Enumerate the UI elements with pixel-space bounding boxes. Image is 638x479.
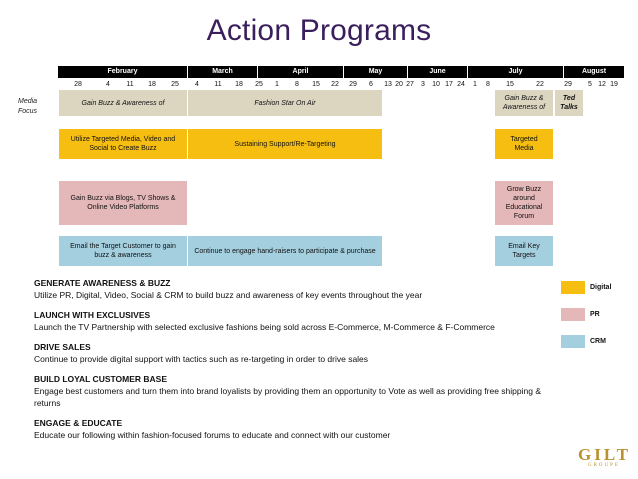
day-tick-label: 5 — [588, 81, 592, 88]
day-tick-label: 22 — [331, 81, 339, 88]
section-heading: ENGAGE & EDUCATE — [34, 418, 123, 428]
section-body: Educate our following within fashion-focused forums to educate and connect with our customer — [34, 430, 391, 440]
grow-buzz-line2: around — [513, 195, 535, 202]
month-header-bar — [58, 66, 624, 78]
block-pr-buzz: Gain Buzz via Blogs, TV Shows & Online Video Platforms — [59, 181, 187, 225]
program-sections — [34, 278, 564, 450]
day-tick-label: 13 — [384, 81, 392, 88]
section-exclusives — [34, 310, 564, 333]
section-drive-sales — [34, 342, 564, 365]
day-tick-label: 4 — [195, 81, 199, 88]
day-tick-label: 10 — [432, 81, 440, 88]
media-focus-line2: Focus — [18, 108, 38, 115]
legend-swatch-pr — [561, 308, 585, 321]
section-loyal-base — [34, 374, 564, 409]
day-tick-label: 28 — [74, 81, 82, 88]
legend-swatch-crm — [561, 335, 585, 348]
block-sustaining: Sustaining Support/Re-Targeting — [188, 129, 382, 159]
media-focus-label — [18, 97, 37, 117]
section-body: Continue to provide digital support with tactics such as re-targeting in order to drive sales — [34, 354, 369, 364]
legend-label-digital: Digital — [590, 284, 612, 291]
day-tick-label: 18 — [148, 81, 156, 88]
day-tick-label: 25 — [255, 81, 263, 88]
block-buzz-awareness: Gain Buzz & Awareness of — [59, 90, 187, 116]
july-buzz-line1: Gain Buzz & — [504, 95, 544, 102]
targeted-media-line2: Media — [514, 145, 534, 152]
gilt-logo — [578, 447, 630, 469]
month-april: April — [258, 66, 344, 78]
block-email-key — [495, 236, 553, 266]
ted-line2: Talks — [560, 104, 578, 111]
month-june: June — [408, 66, 468, 78]
day-tick-label: 22 — [536, 81, 544, 88]
day-tick-label: 27 — [406, 81, 414, 88]
day-tick-label: 11 — [126, 81, 134, 88]
day-tick-label: 24 — [457, 81, 465, 88]
legend-label-crm: CRM — [590, 338, 606, 345]
day-tick-label: 15 — [506, 81, 514, 88]
month-march: March — [188, 66, 258, 78]
day-tick-label: 6 — [369, 81, 373, 88]
section-body: Utilize PR, Digital, Video, Social & CRM to build buzz and awareness of key events throughout the year — [34, 290, 423, 300]
grow-buzz-line1: Grow Buzz — [506, 186, 542, 193]
day-tick-label: 4 — [106, 81, 110, 88]
day-tick-label: 1 — [473, 81, 477, 88]
day-tick-label: 20 — [395, 81, 403, 88]
section-heading: DRIVE SALES — [34, 342, 91, 352]
day-tick-label: 1 — [275, 81, 279, 88]
month-august: August — [581, 68, 607, 75]
section-engage — [34, 418, 564, 441]
month-february: February — [58, 66, 188, 78]
email-key-line1: Email Key — [508, 243, 540, 250]
block-july-buzz — [495, 90, 553, 116]
logo-main-text: GILT — [578, 445, 631, 464]
day-tick-label: 8 — [295, 81, 299, 88]
section-body: Engage best customers and turn them into brand loyalists by providing them an opportunity to Vote as well as providing free shipping & returns — [34, 386, 541, 408]
section-heading: LAUNCH WITH EXCLUSIVES — [34, 310, 151, 320]
day-tick-label: 3 — [421, 81, 425, 88]
day-tick-label: 11 — [214, 81, 222, 88]
day-tick-label: 19 — [610, 81, 618, 88]
logo-sub-text: GROUPE — [587, 463, 620, 468]
grow-buzz-line4: Forum — [513, 213, 535, 220]
legend-label-pr: PR — [590, 311, 600, 318]
targeted-media-line1: Targeted — [510, 136, 538, 143]
block-crm-email: Email the Target Customer to gain buzz & awareness — [59, 236, 187, 266]
block-crm-continue: Continue to engage hand-raisers to participate & purchase — [188, 236, 382, 266]
day-tick-label: 29 — [349, 81, 357, 88]
block-targeted-media — [495, 129, 553, 159]
month-may: May — [344, 66, 408, 78]
block-digital-targeted: Utilize Targeted Media, Video and Social to Create Buzz — [59, 129, 187, 159]
ted-line1: Ted — [562, 95, 576, 102]
media-focus-line1: Media — [18, 98, 38, 105]
month-july: July — [468, 66, 564, 78]
day-tick-label: 8 — [486, 81, 490, 88]
block-fashion-star: Fashion Star On Air — [188, 90, 382, 116]
day-tick-label: 12 — [598, 81, 606, 88]
day-tick-label: 17 — [445, 81, 453, 88]
section-heading: GENERATE AWARENESS & BUZZ — [34, 278, 171, 288]
section-body: Launch the TV Partnership with selected exclusive fashions being sold across E-Commerce, M-Commerce & F-Commerce — [34, 322, 495, 332]
page-title: Action Programs — [206, 14, 432, 47]
day-tick-label: 25 — [171, 81, 179, 88]
legend-swatch-digital — [561, 281, 585, 294]
section-heading: BUILD LOYAL CUSTOMER BASE — [34, 374, 168, 384]
july-buzz-line2: Awareness of — [502, 104, 546, 111]
block-ted-talks — [555, 90, 583, 116]
section-awareness — [34, 278, 564, 301]
grow-buzz-line3: Educational — [505, 204, 543, 211]
day-tick-label: 29 — [564, 81, 572, 88]
email-key-line2: Targets — [512, 252, 536, 259]
block-grow-buzz — [495, 181, 553, 225]
day-tick-label: 15 — [312, 81, 320, 88]
day-tick-label: 18 — [235, 81, 243, 88]
